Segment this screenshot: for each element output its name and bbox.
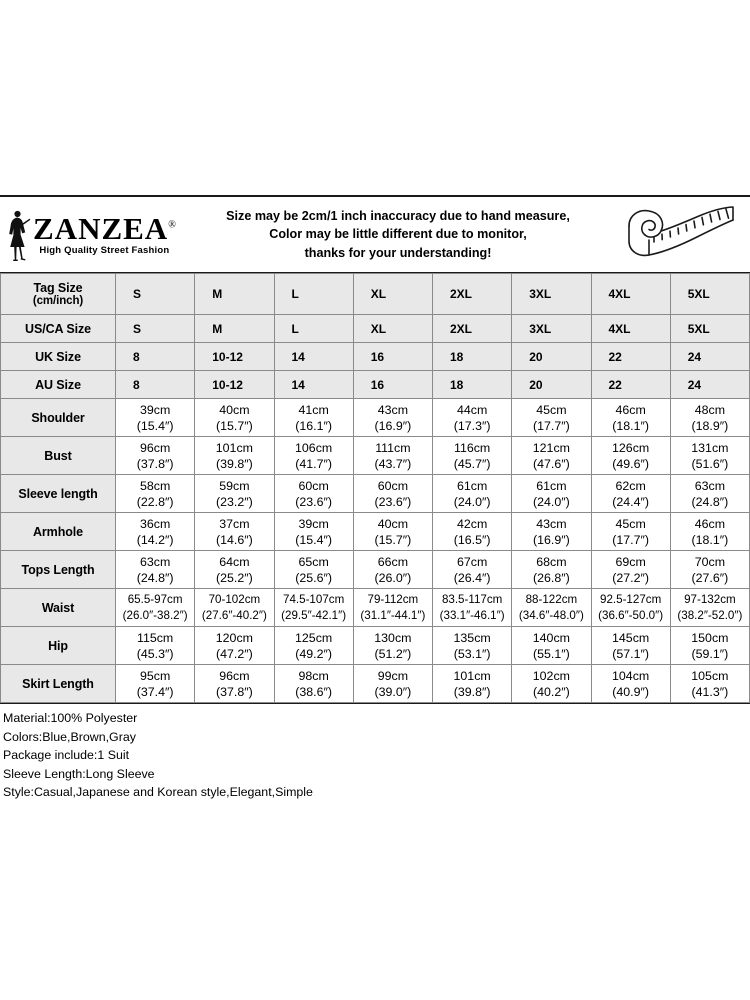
value-cm: 59cm xyxy=(219,478,250,493)
cell-tops-length-3xl xyxy=(512,551,591,589)
value-cm: 44cm xyxy=(456,402,488,417)
table-row-au-size xyxy=(1,371,750,399)
value-inch: (27.6″-40.2″) xyxy=(201,608,267,622)
value-inch: (14.2″) xyxy=(136,532,174,547)
row-label-tag-size xyxy=(1,274,116,315)
measuring-tape-illustration xyxy=(600,204,750,266)
brand-name xyxy=(33,213,176,244)
table-row-shoulder xyxy=(1,399,750,437)
value-inch: (53.1″) xyxy=(453,646,491,661)
value-cm: 48cm xyxy=(694,402,726,417)
cell-us-ca-size-s: S xyxy=(116,315,195,343)
value-cm: 42cm xyxy=(456,516,488,531)
value-inch: (36.6″-50.0″) xyxy=(598,608,664,622)
cell-bust-xl xyxy=(353,437,432,475)
value-cm: 45cm xyxy=(536,402,567,417)
cell-uk-size-2xl: 18 xyxy=(433,343,512,371)
value-cm: 101cm xyxy=(215,440,253,455)
value-inch: (27.6″) xyxy=(691,570,729,585)
cell-au-size-s: 8 xyxy=(116,371,195,399)
product-details xyxy=(0,703,750,802)
cell-tag-size-l: L xyxy=(274,274,353,315)
cell-skirt-length-xl xyxy=(353,665,432,703)
cell-armhole-3xl xyxy=(512,513,591,551)
cell-skirt-length-4xl xyxy=(591,665,670,703)
value-inch: (22.8″) xyxy=(136,494,174,509)
brand-name-text: ZANZEA xyxy=(33,211,169,246)
cell-waist-l xyxy=(274,589,353,627)
cell-tag-size-2xl: 2XL xyxy=(433,274,512,315)
cell-armhole-5xl xyxy=(670,513,749,551)
value-inch: (39.8″) xyxy=(215,456,253,471)
value-cm: 126cm xyxy=(612,440,650,455)
value-cm: 39cm xyxy=(298,516,329,531)
cell-armhole-xl xyxy=(353,513,432,551)
woman-silhouette-icon xyxy=(6,209,32,261)
value-inch: (24.4″) xyxy=(612,494,649,509)
value-inch: (38.6″) xyxy=(295,684,332,699)
value-cm: 45cm xyxy=(615,516,646,531)
cell-bust-5xl xyxy=(670,437,749,475)
cell-skirt-length-2xl xyxy=(433,665,512,703)
value-inch: (41.3″) xyxy=(691,684,729,699)
brand-tagline: High Quality Street Fashion xyxy=(39,245,170,256)
value-inch: (26.0″) xyxy=(374,570,412,585)
cell-uk-size-l: 14 xyxy=(274,343,353,371)
cell-uk-size-s: 8 xyxy=(116,343,195,371)
value-inch: (15.7″) xyxy=(374,532,412,547)
value-inch: (37.8″) xyxy=(136,456,174,471)
value-inch: (26.8″) xyxy=(532,570,570,585)
size-chart-sheet xyxy=(0,195,750,802)
cell-au-size-5xl: 24 xyxy=(670,371,749,399)
value-inch: (39.0″) xyxy=(374,684,412,699)
cell-tops-length-m xyxy=(195,551,274,589)
value-cm: 125cm xyxy=(295,630,333,645)
cell-armhole-l xyxy=(274,513,353,551)
value-cm: 98cm xyxy=(298,668,329,683)
value-inch: (18.1″) xyxy=(612,418,649,433)
value-inch: (27.2″) xyxy=(612,570,649,585)
cell-us-ca-size-4xl: 4XL xyxy=(591,315,670,343)
table-row-us-ca-size xyxy=(1,315,750,343)
measuring-tape-icon xyxy=(609,204,741,266)
cell-armhole-2xl xyxy=(433,513,512,551)
value-inch: (38.2″-52.0″) xyxy=(677,608,743,622)
cell-tops-length-l xyxy=(274,551,353,589)
value-cm: 43cm xyxy=(377,402,409,417)
value-cm: 40cm xyxy=(219,402,250,417)
table-row-bust xyxy=(1,437,750,475)
cell-tops-length-s xyxy=(116,551,195,589)
value-inch: (24.8″) xyxy=(136,570,174,585)
value-cm: 60cm xyxy=(298,478,329,493)
table-row-uk-size xyxy=(1,343,750,371)
value-inch: (17.7″) xyxy=(532,418,570,433)
cell-au-size-m: 10-12 xyxy=(195,371,274,399)
cell-sleeve-length-m xyxy=(195,475,274,513)
cell-skirt-length-l xyxy=(274,665,353,703)
value-inch: (16.9″) xyxy=(532,532,570,547)
cell-us-ca-size-5xl: 5XL xyxy=(670,315,749,343)
cell-skirt-length-3xl xyxy=(512,665,591,703)
row-label-armhole: Armhole xyxy=(1,513,116,551)
table-row-waist xyxy=(1,589,750,627)
value-cm: 65.5-97cm xyxy=(127,592,183,606)
value-inch: (24.0″) xyxy=(453,494,491,509)
value-cm: 95cm xyxy=(139,668,171,683)
cell-sleeve-length-2xl xyxy=(433,475,512,513)
row-label-line-2: (cm/inch) xyxy=(32,295,84,307)
value-cm: 74.5-107cm xyxy=(283,592,345,606)
value-inch: (26.4″) xyxy=(453,570,491,585)
value-inch: (16.5″) xyxy=(453,532,491,547)
cell-waist-2xl xyxy=(433,589,512,627)
cell-tag-size-4xl: 4XL xyxy=(591,274,670,315)
cell-sleeve-length-s xyxy=(116,475,195,513)
value-cm: 83.5-117cm xyxy=(441,592,503,606)
cell-sleeve-length-l xyxy=(274,475,353,513)
value-cm: 46cm xyxy=(694,516,726,531)
value-inch: (31.1″-44.1″) xyxy=(360,608,426,622)
value-inch: (16.9″) xyxy=(374,418,412,433)
cell-waist-s xyxy=(116,589,195,627)
cell-tag-size-3xl: 3XL xyxy=(512,274,591,315)
value-cm: 63cm xyxy=(694,478,726,493)
cell-waist-5xl xyxy=(670,589,749,627)
row-label-us-ca-size: US/CA Size xyxy=(1,315,116,343)
disclaimer-line-2: Color may be little different due to monitor, xyxy=(269,227,527,242)
cell-bust-2xl xyxy=(433,437,512,475)
cell-uk-size-m: 10-12 xyxy=(195,343,274,371)
value-cm: 69cm xyxy=(615,554,646,569)
cell-hip-2xl xyxy=(433,627,512,665)
value-cm: 43cm xyxy=(536,516,567,531)
value-cm: 145cm xyxy=(612,630,650,645)
cell-sleeve-length-xl xyxy=(353,475,432,513)
cell-waist-xl xyxy=(353,589,432,627)
cell-bust-m xyxy=(195,437,274,475)
cell-skirt-length-5xl xyxy=(670,665,749,703)
cell-shoulder-s xyxy=(116,399,195,437)
size-chart-body xyxy=(1,274,750,703)
value-inch: (40.2″) xyxy=(532,684,570,699)
value-cm: 67cm xyxy=(456,554,488,569)
detail-style: Style:Casual,Japanese and Korean style,Elegant,Simple xyxy=(3,785,313,800)
cell-tag-size-s: S xyxy=(116,274,195,315)
brand-logo xyxy=(0,209,196,261)
cell-hip-3xl xyxy=(512,627,591,665)
cell-armhole-m xyxy=(195,513,274,551)
cell-shoulder-xl xyxy=(353,399,432,437)
value-cm: 61cm xyxy=(456,478,488,493)
value-inch: (37.8″) xyxy=(215,684,253,699)
value-inch: (33.1″-46.1″) xyxy=(439,608,505,622)
value-inch: (18.9″) xyxy=(691,418,729,433)
value-cm: 106cm xyxy=(295,440,333,455)
value-cm: 116cm xyxy=(453,440,491,455)
value-cm: 102cm xyxy=(532,668,570,683)
cell-sleeve-length-3xl xyxy=(512,475,591,513)
value-cm: 66cm xyxy=(377,554,409,569)
value-inch: (51.6″) xyxy=(691,456,729,471)
value-inch: (23.2″) xyxy=(215,494,253,509)
value-cm: 58cm xyxy=(139,478,171,493)
value-inch: (17.3″) xyxy=(453,418,491,433)
value-cm: 92.5-127cm xyxy=(600,592,662,606)
value-inch: (24.0″) xyxy=(532,494,570,509)
cell-sleeve-length-4xl xyxy=(591,475,670,513)
row-label-hip: Hip xyxy=(1,627,116,665)
cell-tops-length-5xl xyxy=(670,551,749,589)
value-inch: (25.2″) xyxy=(215,570,253,585)
value-inch: (55.1″) xyxy=(532,646,570,661)
value-inch: (51.2″) xyxy=(374,646,412,661)
row-label-sleeve-length: Sleeve length xyxy=(1,475,116,513)
value-cm: 40cm xyxy=(377,516,409,531)
value-cm: 88-122cm xyxy=(525,592,578,606)
value-cm: 46cm xyxy=(615,402,646,417)
table-row-hip xyxy=(1,627,750,665)
cell-bust-s xyxy=(116,437,195,475)
value-inch: (47.6″) xyxy=(532,456,570,471)
cell-tops-length-4xl xyxy=(591,551,670,589)
row-label-tops-length: Tops Length xyxy=(1,551,116,589)
cell-tops-length-2xl xyxy=(433,551,512,589)
cell-shoulder-5xl xyxy=(670,399,749,437)
row-label-bust: Bust xyxy=(1,437,116,475)
cell-uk-size-4xl: 22 xyxy=(591,343,670,371)
value-inch: (15.7″) xyxy=(215,418,253,433)
value-inch: (43.7″) xyxy=(374,456,412,471)
cell-us-ca-size-m: M xyxy=(195,315,274,343)
cell-au-size-3xl: 20 xyxy=(512,371,591,399)
cell-waist-3xl xyxy=(512,589,591,627)
value-cm: 39cm xyxy=(139,402,171,417)
cell-skirt-length-m xyxy=(195,665,274,703)
cell-hip-l xyxy=(274,627,353,665)
disclaimer-line-3: thanks for your understanding! xyxy=(304,245,492,260)
disclaimer-text xyxy=(196,207,600,263)
cell-waist-4xl xyxy=(591,589,670,627)
cell-hip-m xyxy=(195,627,274,665)
cell-tag-size-5xl: 5XL xyxy=(670,274,749,315)
cell-hip-5xl xyxy=(670,627,749,665)
cell-waist-m xyxy=(195,589,274,627)
value-cm: 96cm xyxy=(219,668,250,683)
value-inch: (57.1″) xyxy=(612,646,649,661)
value-inch: (25.6″) xyxy=(295,570,332,585)
value-cm: 37cm xyxy=(219,516,250,531)
cell-us-ca-size-3xl: 3XL xyxy=(512,315,591,343)
cell-bust-l xyxy=(274,437,353,475)
value-inch: (29.5″-42.1″) xyxy=(281,608,347,622)
value-cm: 70-102cm xyxy=(208,592,261,606)
cell-shoulder-2xl xyxy=(433,399,512,437)
value-inch: (15.4″) xyxy=(295,532,332,547)
cell-skirt-length-s xyxy=(116,665,195,703)
value-cm: 41cm xyxy=(298,402,329,417)
cell-au-size-4xl: 22 xyxy=(591,371,670,399)
row-label-au-size: AU Size xyxy=(1,371,116,399)
value-inch: (39.8″) xyxy=(453,684,491,699)
value-cm: 60cm xyxy=(377,478,409,493)
cell-hip-s xyxy=(116,627,195,665)
value-cm: 64cm xyxy=(219,554,250,569)
value-cm: 135cm xyxy=(453,630,491,645)
table-row-tag-size xyxy=(1,274,750,315)
value-cm: 79-112cm xyxy=(367,592,419,606)
value-cm: 105cm xyxy=(691,668,729,683)
value-inch: (24.8″) xyxy=(691,494,729,509)
cell-hip-4xl xyxy=(591,627,670,665)
cell-au-size-2xl: 18 xyxy=(433,371,512,399)
value-cm: 68cm xyxy=(536,554,567,569)
value-inch: (15.4″) xyxy=(136,418,174,433)
value-cm: 61cm xyxy=(536,478,567,493)
cell-hip-xl xyxy=(353,627,432,665)
cell-shoulder-l xyxy=(274,399,353,437)
cell-tag-size-m: M xyxy=(195,274,274,315)
value-cm: 111cm xyxy=(375,440,411,455)
value-cm: 70cm xyxy=(694,554,726,569)
cell-tops-length-xl xyxy=(353,551,432,589)
row-label-waist: Waist xyxy=(1,589,116,627)
table-row-skirt-length xyxy=(1,665,750,703)
row-label-skirt-length: Skirt Length xyxy=(1,665,116,703)
value-inch: (45.3″) xyxy=(136,646,174,661)
value-inch: (23.6″) xyxy=(374,494,412,509)
cell-tag-size-xl: XL xyxy=(353,274,432,315)
value-inch: (23.6″) xyxy=(295,494,332,509)
detail-colors: Colors:Blue,Brown,Gray xyxy=(3,729,136,744)
cell-armhole-4xl xyxy=(591,513,670,551)
value-cm: 36cm xyxy=(139,516,171,531)
value-cm: 130cm xyxy=(374,630,412,645)
cell-uk-size-3xl: 20 xyxy=(512,343,591,371)
registered-mark: ® xyxy=(168,219,176,231)
value-inch: (49.2″) xyxy=(295,646,332,661)
value-cm: 63cm xyxy=(139,554,171,569)
value-cm: 150cm xyxy=(691,630,729,645)
value-inch: (34.6″-48.0″) xyxy=(518,608,584,622)
table-row-tops-length xyxy=(1,551,750,589)
cell-shoulder-3xl xyxy=(512,399,591,437)
cell-shoulder-m xyxy=(195,399,274,437)
cell-au-size-l: 14 xyxy=(274,371,353,399)
value-cm: 97-132cm xyxy=(684,592,736,606)
value-cm: 115cm xyxy=(136,630,174,645)
cell-bust-3xl xyxy=(512,437,591,475)
value-inch: (45.7″) xyxy=(453,456,491,471)
cell-us-ca-size-l: L xyxy=(274,315,353,343)
value-inch: (59.1″) xyxy=(691,646,729,661)
table-row-armhole xyxy=(1,513,750,551)
value-inch: (47.2″) xyxy=(215,646,253,661)
value-cm: 62cm xyxy=(615,478,646,493)
cell-armhole-s xyxy=(116,513,195,551)
value-inch: (49.6″) xyxy=(612,456,649,471)
value-inch: (17.7″) xyxy=(612,532,649,547)
detail-sleeve-length: Sleeve Length:Long Sleeve xyxy=(3,766,155,781)
row-label-line-1: Tag Size xyxy=(33,281,83,295)
brand-wordmark xyxy=(33,213,176,256)
row-label-uk-size: UK Size xyxy=(1,343,116,371)
cell-uk-size-5xl: 24 xyxy=(670,343,749,371)
value-cm: 65cm xyxy=(298,554,329,569)
value-cm: 131cm xyxy=(691,440,729,455)
value-cm: 99cm xyxy=(377,668,409,683)
value-cm: 121cm xyxy=(532,440,570,455)
table-row-sleeve-length xyxy=(1,475,750,513)
cell-bust-4xl xyxy=(591,437,670,475)
value-inch: (16.1″) xyxy=(295,418,332,433)
cell-au-size-xl: 16 xyxy=(353,371,432,399)
cell-uk-size-xl: 16 xyxy=(353,343,432,371)
value-cm: 96cm xyxy=(139,440,171,455)
size-chart-table xyxy=(0,273,750,703)
disclaimer-line-1: Size may be 2cm/1 inch inaccuracy due to hand measure, xyxy=(226,208,570,223)
cell-shoulder-4xl xyxy=(591,399,670,437)
cell-us-ca-size-2xl: 2XL xyxy=(433,315,512,343)
value-inch: (40.9″) xyxy=(612,684,649,699)
value-inch: (41.7″) xyxy=(295,456,332,471)
value-inch: (37.4″) xyxy=(136,684,174,699)
value-cm: 120cm xyxy=(215,630,253,645)
value-cm: 140cm xyxy=(532,630,570,645)
value-inch: (18.1″) xyxy=(691,532,729,547)
value-inch: (14.6″) xyxy=(215,532,253,547)
detail-material: Material:100% Polyester xyxy=(3,711,138,725)
cell-us-ca-size-xl: XL xyxy=(353,315,432,343)
chart-header xyxy=(0,195,750,273)
row-label-shoulder: Shoulder xyxy=(1,399,116,437)
detail-package-include: Package include:1 Suit xyxy=(3,748,130,763)
cell-sleeve-length-5xl xyxy=(670,475,749,513)
value-cm: 104cm xyxy=(612,668,650,683)
value-cm: 101cm xyxy=(453,668,491,683)
value-inch: (26.0″-38.2″) xyxy=(122,608,188,622)
